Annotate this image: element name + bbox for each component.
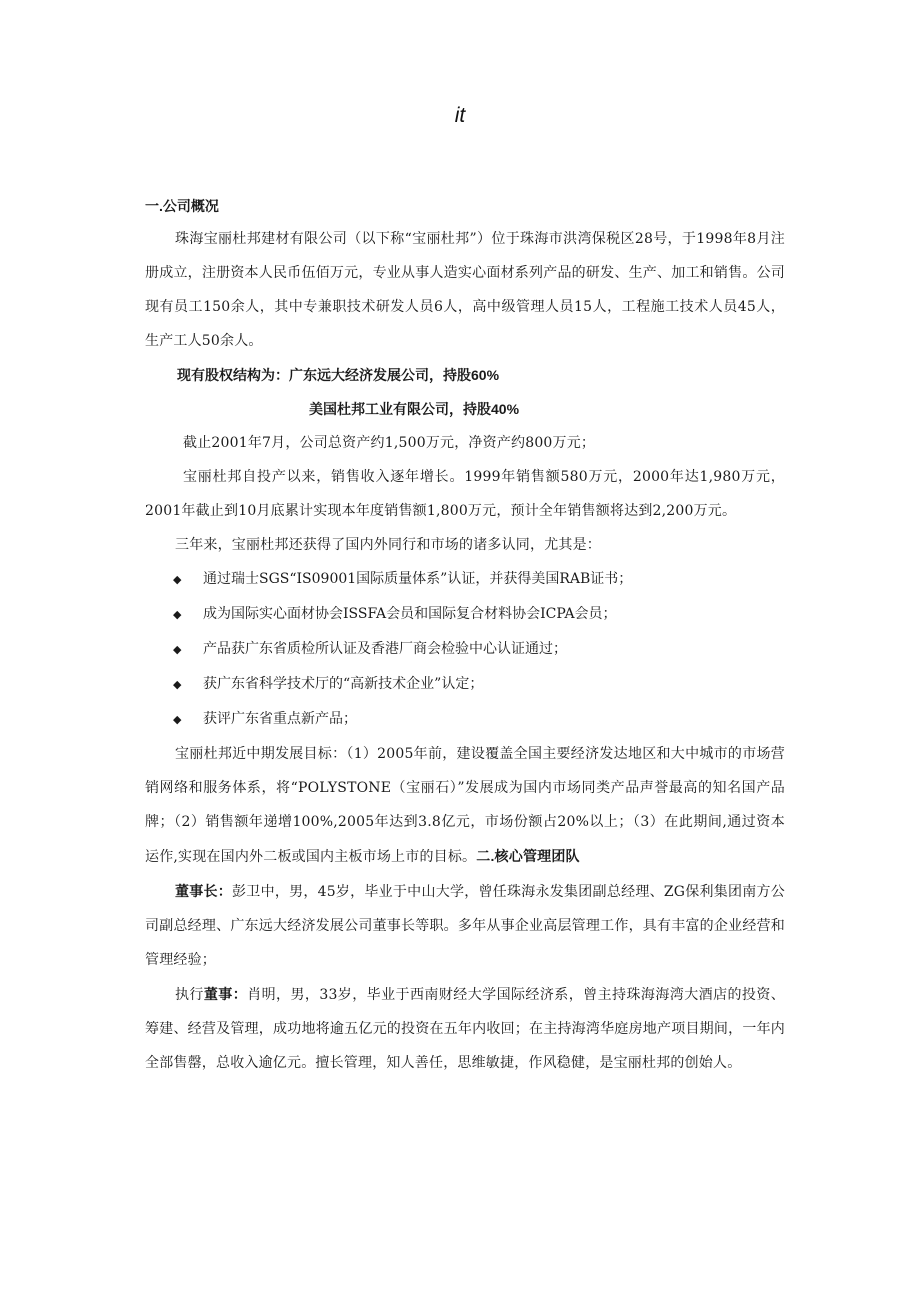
paragraph-goals [145,737,785,874]
paragraph-assets: 截止2001年7月，公司总资产约1,500万元，净资产约800万元； [183,435,596,451]
paragraph-chairman [145,874,785,977]
list-item-text: 产品获广东省质检所认证及香港厂商会检验中心认证通过； [203,641,567,657]
diamond-bullet-icon: ◆ [173,678,182,691]
header-mark: it [454,104,466,127]
diamond-bullet-icon: ◆ [173,573,182,586]
list-item [145,632,785,667]
list-item-text: 获评广东省重点新产品； [203,711,357,727]
list-item [145,702,785,737]
paragraph-executive-director [145,977,785,1080]
recognition-list [145,562,785,737]
equity-line-2: 美国杜邦工业有限公司，持股40% [309,401,520,417]
diamond-bullet-icon: ◆ [173,713,182,726]
exec-text: 肖明，男，33岁，毕业于西南财经大学国际经济系，曾主持珠海海湾大酒店的投资、筹建、经营及管理，成功地将逾五亿元的投资在五年内收回；在主持海湾华庭房地产项目期间，一年内全部售罄，总收入逾亿元。擅长管理，知人善任，思维敏捷，作风稳健，是宝丽杜邦的创始人。 [145,987,785,1071]
equity-line-1: 现有股权结构为：广东远大经济发展公司，持股60% [177,367,500,383]
diamond-bullet-icon: ◆ [173,643,182,656]
list-item [145,667,785,702]
chairman-label: 董事长： [175,883,233,899]
list-item [145,597,785,632]
paragraph-recognition: 三年来，宝丽杜邦还获得了国内外同行和市场的诸多认同，尤其是： [175,537,601,553]
document-body [145,190,785,1080]
list-item-text: 通过瑞士SGS“IS09001国际质量体系”认证，并获得美国RAB证书； [203,571,633,587]
diamond-bullet-icon: ◆ [173,608,182,621]
list-item-text: 成为国际实心面材协会ISSFA会员和国际复合材料协会ICPA会员； [203,606,617,622]
list-item [145,562,785,597]
list-item-text: 获广东省科学技术厅的“高新技术企业”认定； [203,676,484,692]
exec-label: 董事： [203,986,248,1002]
chairman-text: 彭卫中，男，45岁，毕业于中山大学，曾任珠海永发集团副总经理、ZG保利集团南方公司副总经理、广东远大经济发展公司董事长等职。多年从事企业高层管理工作，具有丰富的企业经营和管理经验； [145,884,785,968]
paragraph-company-intro: 珠海宝丽杜邦建材有限公司（以下称“宝丽杜邦”）位于珠海市洪湾保税区28号，于1998年8月注册成立，注册资本人民币伍佰万元，专业从事人造实心面材系列产品的研发、生产、加工和销售。公司现有员工150余人，其中专兼职技术研发人员6人，高中级管理人员15人，工程施工技术人员45人，生产工人50余人。 [145,231,785,349]
goals-text: 宝丽杜邦近中期发展目标：（1）2005年前，建设覆盖全国主要经济发达地区和大中城市的市场营销网络和服务体系，将“POLYSTONE（宝丽石）”发展成为国内市场同类产品声誉最高的知名国产品牌；（2）销售额年递增100%,2005年达到3.8亿元，市场份额占20%以上；（3）在此期间,通过资本运作,实现在国内外二板或国内主板市场上市的目标。 [145,746,785,865]
paragraph-sales: 宝丽杜邦自投产以来，销售收入逐年增长。1999年销售额580万元，2000年达1,980万元，2001年截止到10月底累计实现本年度销售额1,800万元，预计全年销售额将达到2,200万元。 [145,469,785,519]
exec-prefix: 执行 [175,987,204,1003]
section-heading-core-team: 二.核心管理团队 [476,848,580,864]
section-heading-company-overview: 一.公司概况 [145,198,219,214]
